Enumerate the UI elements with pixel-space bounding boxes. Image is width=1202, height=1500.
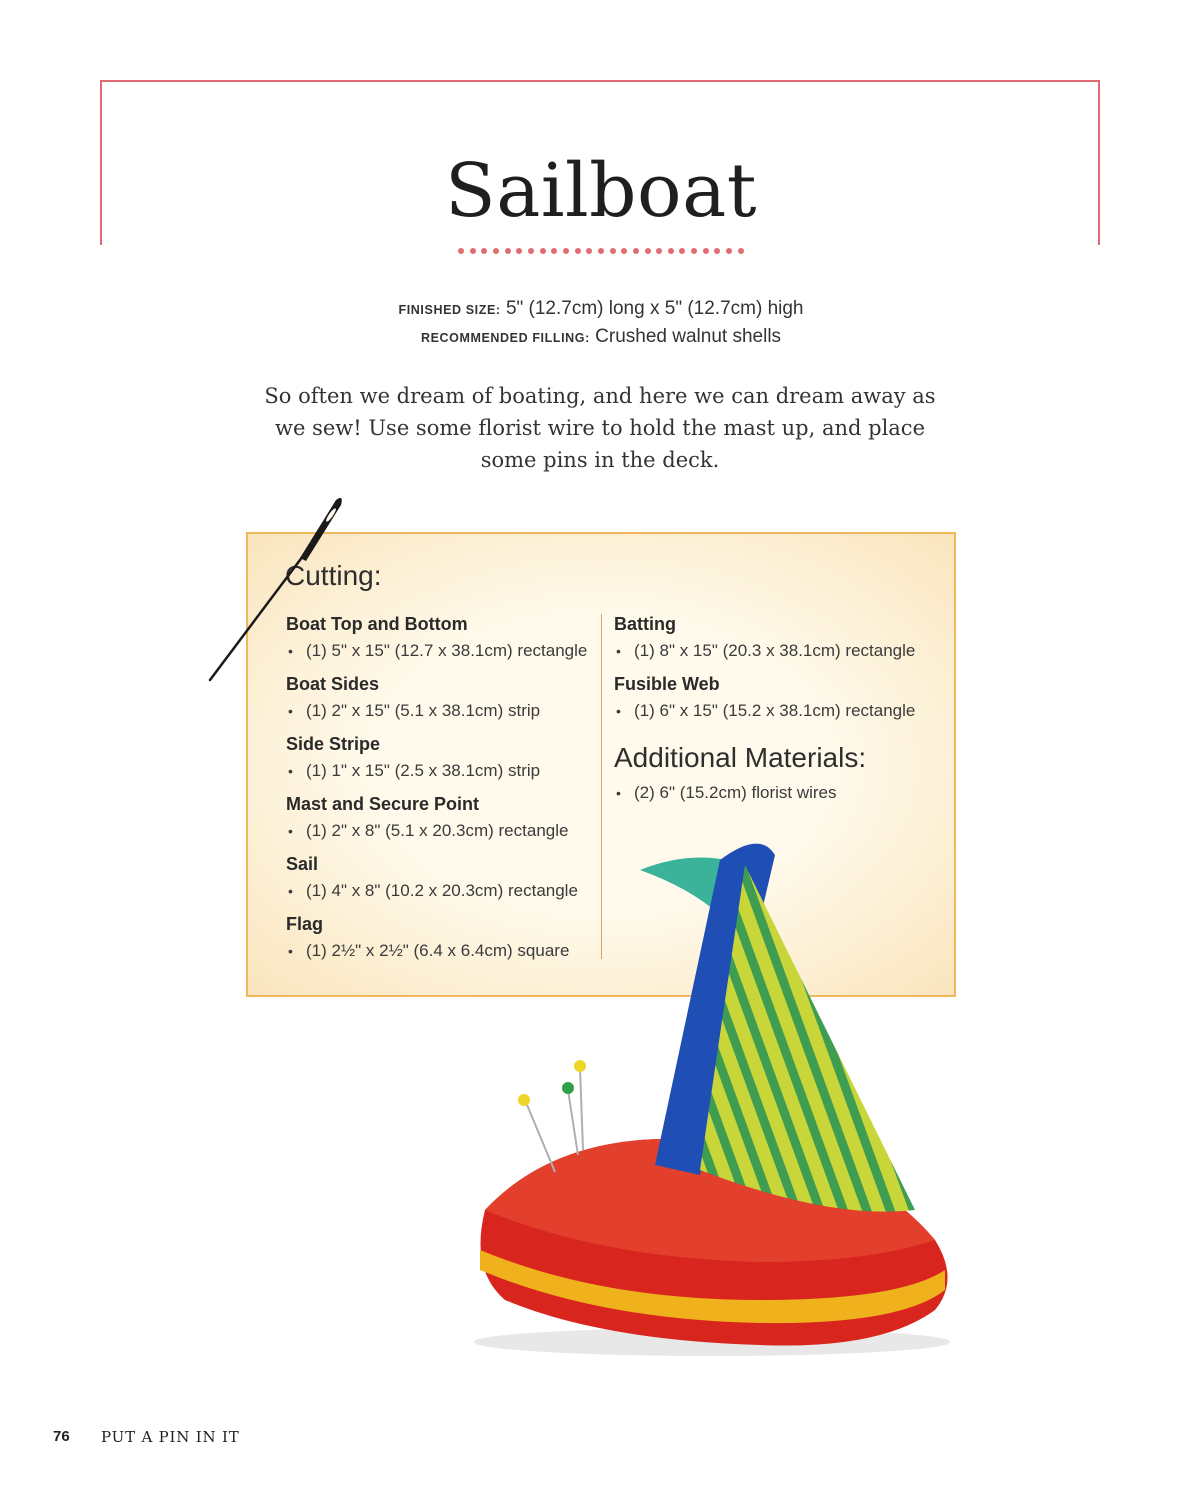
page-number: 76 <box>53 1428 70 1445</box>
cut-item: • (1) 2" x 15" (5.1 x 38.1cm) strip <box>288 701 541 720</box>
cut-item: • (1) 1" x 15" (2.5 x 38.1cm) strip <box>288 761 541 780</box>
additional-materials-title: Additional Materials: <box>614 742 867 773</box>
additional-item: • (2) 6" (15.2cm) florist wires <box>616 783 837 802</box>
pin-head-icon <box>574 1060 586 1072</box>
cut-heading: Boat Top and Bottom <box>286 614 468 634</box>
cutting-title: Cutting: <box>285 560 382 591</box>
cut-item: • (1) 6" x 15" (15.2 x 38.1cm) rectangle <box>616 701 916 720</box>
pin-head-icon <box>562 1082 574 1094</box>
cut-item: • (1) 5" x 15" (12.7 x 38.1cm) rectangle <box>288 641 588 660</box>
cut-item: • (1) 2" x 8" (5.1 x 20.3cm) rectangle <box>288 821 569 840</box>
running-title: PUT A PIN IN IT <box>101 1428 240 1446</box>
finished-size-label: FINISHED SIZE: <box>398 303 501 317</box>
finished-size-value: 5" (12.7cm) long x 5" (12.7cm) high <box>505 298 804 319</box>
cut-heading: Fusible Web <box>614 674 720 694</box>
cut-heading: Sail <box>286 854 319 874</box>
cut-item: • (1) 8" x 15" (20.3 x 38.1cm) rectangle <box>616 641 916 660</box>
page-title: Sailboat <box>445 148 757 234</box>
filling-label: RECOMMENDED FILLING: <box>420 331 590 345</box>
intro-paragraph: So often we dream of boating, and here we can dream away as we sew! Use some florist wire to hold the mast up, and place some pins in the deck. <box>264 384 936 472</box>
filling-value: Crushed walnut shells <box>595 326 782 347</box>
cut-heading: Boat Sides <box>286 674 380 694</box>
pin-head-icon <box>518 1094 530 1106</box>
cut-heading: Flag <box>286 914 324 934</box>
cut-heading: Mast and Secure Point <box>286 794 480 814</box>
cut-item: • (1) 4" x 8" (10.2 x 20.3cm) rectangle <box>288 881 578 900</box>
cut-item: • (1) 2½" x 2½" (6.4 x 6.4cm) square <box>288 941 570 960</box>
cut-heading: Batting <box>614 614 676 634</box>
cut-heading: Side Stripe <box>286 734 381 754</box>
